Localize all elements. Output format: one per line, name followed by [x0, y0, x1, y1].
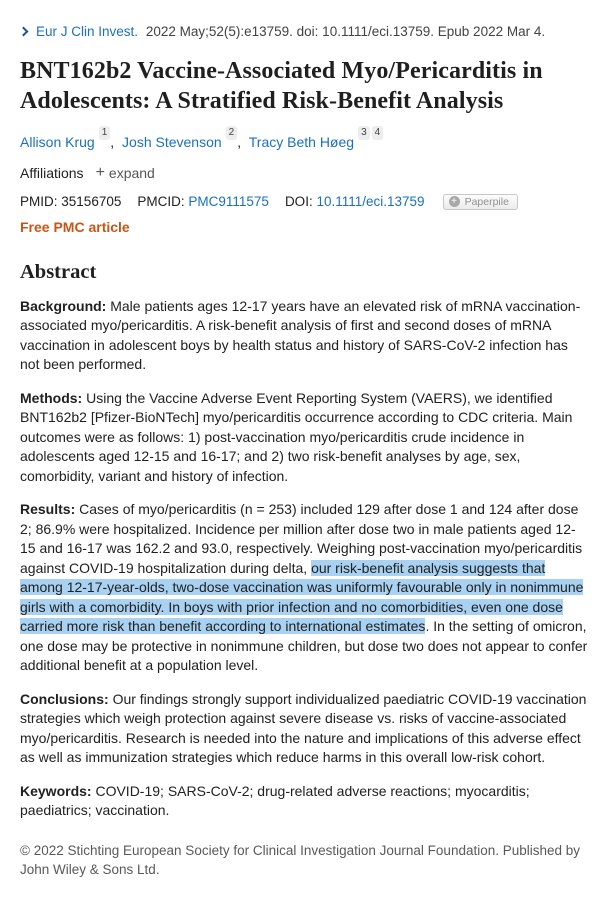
paperpile-button[interactable]: [443, 194, 518, 210]
highlighted-text-selection: our risk-benefit analysis suggests that among 12-17-year-olds, two-dose vaccination was uniformly favourable only in nonimmune girls with a comorbidity. In boys with prior infection and no comorbidities, even one dose carried more risk than benefit according to international estimates: [20, 559, 584, 635]
keywords-label: Keywords:: [20, 782, 92, 799]
author-separator: ,: [237, 133, 242, 150]
pmid-value: 35156705: [61, 194, 122, 210]
abstract-conclusions-paragraph: [20, 690, 591, 768]
doi-link[interactable]: 10.1111/eci.13759: [316, 194, 425, 210]
abstract-heading: Abstract: [20, 260, 97, 283]
affiliation-sup-badge[interactable]: 3: [358, 126, 370, 140]
methods-label: Methods:: [20, 389, 83, 406]
abstract-results-paragraph: [20, 500, 591, 676]
background-text: Male patients ages 12-17 years have an elevated risk of mRNA vaccination-associated myo/pericarditis. A risk-benefit analysis of first and second doses of mRNA vaccination in adolescent boys by health status and history of SARS-CoV-2 infection has not been performed.: [20, 297, 581, 373]
doi-group: [285, 194, 425, 209]
paperpile-label: Paperpile: [464, 195, 509, 208]
pmcid-link[interactable]: PMC9111575: [188, 194, 269, 210]
authors-line: [20, 127, 591, 150]
affiliation-sup-badge[interactable]: 4: [372, 126, 384, 140]
chevron-right-icon: [19, 27, 29, 37]
pmcid-group: [137, 194, 269, 209]
keywords-paragraph: [20, 782, 591, 821]
pmid-group: [20, 194, 121, 209]
methods-text: Using the Vaccine Adverse Event Reporting System (VAERS), we identified BNT162b2 [Pfizer-BioNTech] myo/pericarditis occurrence according to CDC criteria. Main outcomes were as follows: 1) post-vaccination myo/pericarditis crude incidence in adolescents aged 12-15 and 16-17; and 2) two risk-benefit analyses by age, sex, comorbidity, variant and history of infection.: [20, 389, 573, 484]
breadcrumb: [20, 24, 591, 39]
doi-label: DOI:: [284, 194, 313, 210]
results-label: Results:: [20, 501, 76, 518]
abstract-background-paragraph: [20, 297, 591, 375]
author-link[interactable]: Tracy Beth Høeg: [248, 133, 355, 150]
plus-icon: +: [95, 163, 105, 181]
free-pmc-article-link[interactable]: Free PMC article: [20, 218, 130, 235]
results-text-before-highlight: Cases of myo/pericarditis (n = 253) included 129 after dose 1 and 124 after dose 2; 86.9% were hospitalized. Incidence per million after dose two in male patients aged 12-15 and 16-17 was 162.2 and 93.0, respectively. Weighing post-vaccination myo/pericarditis against COVID-19 hospitalization during delta,: [20, 501, 583, 576]
author-link[interactable]: Josh Stevenson: [122, 133, 222, 150]
affiliations-label: Affiliations: [20, 164, 84, 181]
author-link[interactable]: Allison Krug: [20, 133, 95, 150]
page-title: BNT162b2 Vaccine-Associated Myo/Pericarditis in Adolescents: A Stratified Risk-Benefit Analysis: [20, 58, 543, 114]
citation-detail: 2022 May;52(5):e13759. doi: 10.1111/eci.13759. Epub 2022 Mar 4.: [145, 24, 546, 39]
author-separator: ,: [110, 133, 115, 150]
plus-circle-icon: +: [449, 196, 460, 207]
expand-affiliations-button[interactable]: [96, 164, 155, 182]
pmid-label: PMID:: [20, 194, 58, 210]
pmcid-label: PMCID:: [137, 194, 185, 210]
abstract-methods-paragraph: [20, 389, 591, 487]
expand-label: expand: [108, 164, 155, 181]
affiliation-sup-badge[interactable]: 1: [99, 126, 111, 140]
conclusions-label: Conclusions:: [20, 690, 109, 707]
conclusions-text: Our findings strongly support individualized paediatric COVID-19 vaccination strategies which weigh protection against severe disease vs. risks of vaccine-associated myo/pericarditis. Research is needed into the nature and implications of this adverse effect as well as immunization strategies which reduce harms in this overall low-risk cohort.: [20, 690, 587, 766]
affiliation-sup-badge[interactable]: 2: [226, 126, 238, 140]
affiliations-row: [20, 164, 591, 182]
copyright-notice: © 2022 Stichting European Society for Clinical Investigation Journal Foundation. Published by John Wiley & Sons Ltd.: [20, 842, 581, 878]
keywords-text: COVID-19; SARS-CoV-2; drug-related adverse reactions; myocarditis; paediatrics; vaccination.: [20, 782, 530, 819]
background-label: Background:: [20, 297, 107, 314]
identifiers-row: [20, 194, 591, 210]
results-text-after-highlight: . In the setting of omicron, one dose may be protective in nonimmune children, but dose two does not appear to confer additional benefit at a population level.: [20, 618, 588, 674]
journal-link[interactable]: Eur J Clin Invest.: [36, 24, 139, 39]
